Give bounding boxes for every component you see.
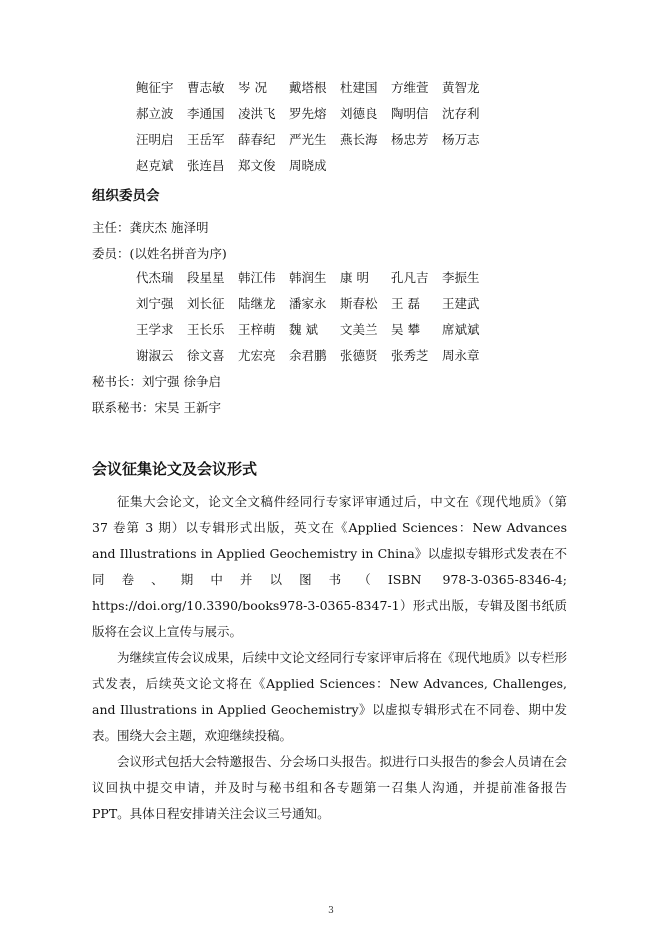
person-name: 徐文喜 — [187, 348, 225, 363]
person-name: 张秀芝 — [391, 348, 429, 363]
person-name: 周晓成 — [289, 158, 327, 173]
person-name: 刘宁强 — [136, 296, 174, 311]
name-row — [136, 265, 493, 291]
person-name: 郝立波 — [136, 106, 174, 121]
person-name: 韩润生 — [289, 270, 327, 285]
person-name: 岑 况 — [238, 80, 267, 95]
person-name: 王岳军 — [187, 132, 225, 147]
committee-chair-line: 主任：龚庆杰 施泽明 — [92, 220, 209, 235]
person-name: 王学求 — [136, 322, 174, 337]
person-name: 韩江伟 — [238, 270, 276, 285]
committee-members-label: 委员：(以姓名拼音为序) — [92, 246, 227, 261]
person-name: 谢淑云 — [136, 348, 174, 363]
papers-section-body — [92, 489, 567, 827]
person-name: 王梓萌 — [238, 322, 276, 337]
person-name: 李振生 — [442, 270, 480, 285]
body-paragraph: 为继续宣传会议成果，后续中文论文经同行专家评审后将在《现代地质》以专栏形式发表，后续英文论文将在《Applied Sciences：New Advances, Challenges, and Illustrations in Applied Geochemistry》以虚拟专辑形式在不同卷、期中发表。围绕大会主题，欢迎继续投稿。 — [92, 650, 568, 743]
person-name: 黄智龙 — [442, 80, 480, 95]
committee-name-list — [136, 75, 493, 179]
organizing-committee-heading: 组织委员会 — [92, 188, 160, 204]
person-name: 戴塔根 — [289, 80, 327, 95]
person-name: 孔凡吉 — [391, 270, 429, 285]
person-name: 燕长海 — [340, 132, 378, 147]
person-name: 刘德良 — [340, 106, 378, 121]
person-name: 陆继龙 — [238, 296, 276, 311]
person-name: 凌洪飞 — [238, 106, 276, 121]
person-name: 代杰瑞 — [136, 270, 174, 285]
person-name: 方维萱 — [391, 80, 429, 95]
person-name: 杜建国 — [340, 80, 378, 95]
person-name: 王建武 — [442, 296, 480, 311]
person-name: 赵克斌 — [136, 158, 174, 173]
person-name: 曹志敏 — [187, 80, 225, 95]
name-row — [136, 75, 493, 101]
papers-section-heading: 会议征集论文及会议形式 — [92, 460, 258, 478]
person-name: 李通国 — [187, 106, 225, 121]
name-row — [136, 317, 493, 343]
person-name: 文美兰 — [340, 322, 378, 337]
person-name: 杨万志 — [442, 132, 480, 147]
page-number: 3 — [328, 906, 334, 916]
body-paragraph: 征集大会论文，论文全文稿件经同行专家评审通过后，中文在《现代地质》（第 37 卷第 3 期）以专辑形式出版，英文在《Applied Sciences：New Advances and Illustrations in Applied Geochemistry in China》以虚拟专辑形式发表在不同卷、期中并以图书（ISBN 978-3-0365-8346-4; https://doi.org/10.3390/books978-3-0365-8347-1）形式出版，专辑及图书纸质版将在会议上宣传与展示。 — [92, 494, 567, 639]
person-name: 张连昌 — [187, 158, 225, 173]
person-name: 斯春松 — [340, 296, 378, 311]
organizing-committee-members — [136, 265, 493, 369]
person-name: 郑文俊 — [238, 158, 276, 173]
person-name: 余君鹏 — [289, 348, 327, 363]
name-row — [136, 101, 493, 127]
person-name: 潘家永 — [289, 296, 327, 311]
person-name: 周永章 — [442, 348, 480, 363]
person-name: 吴 攀 — [391, 322, 420, 337]
person-name: 罗先熔 — [289, 106, 327, 121]
name-row — [136, 127, 493, 153]
person-name: 陶明信 — [391, 106, 429, 121]
person-name: 尤宏亮 — [238, 348, 276, 363]
person-name: 薛春纪 — [238, 132, 276, 147]
name-row — [136, 343, 493, 369]
person-name: 康 明 — [340, 270, 369, 285]
secretary-general-line: 秘书长：刘宁强 徐争启 — [92, 374, 221, 389]
name-row — [136, 291, 493, 317]
contact-secretary-line: 联系秘书：宋昊 王新宇 — [92, 400, 221, 415]
person-name: 席斌斌 — [442, 322, 480, 337]
person-name: 段星星 — [187, 270, 225, 285]
person-name: 严光生 — [289, 132, 327, 147]
person-name: 沈存利 — [442, 106, 480, 121]
person-name: 汪明启 — [136, 132, 174, 147]
person-name: 魏 斌 — [289, 322, 318, 337]
person-name: 王长乐 — [187, 322, 225, 337]
person-name: 刘长征 — [187, 296, 225, 311]
person-name: 王 磊 — [391, 296, 420, 311]
person-name: 鲍征宇 — [136, 80, 174, 95]
person-name: 张德贤 — [340, 348, 378, 363]
person-name: 杨忠芳 — [391, 132, 429, 147]
name-row — [136, 153, 493, 179]
body-paragraph: 会议形式包括大会特邀报告、分会场口头报告。拟进行口头报告的参会人员请在会议回执中提交申请，并及时与秘书组和各专题第一召集人沟通，并提前准备报告 PPT。具体日程安排请关注会议三号通知。 — [92, 754, 568, 821]
